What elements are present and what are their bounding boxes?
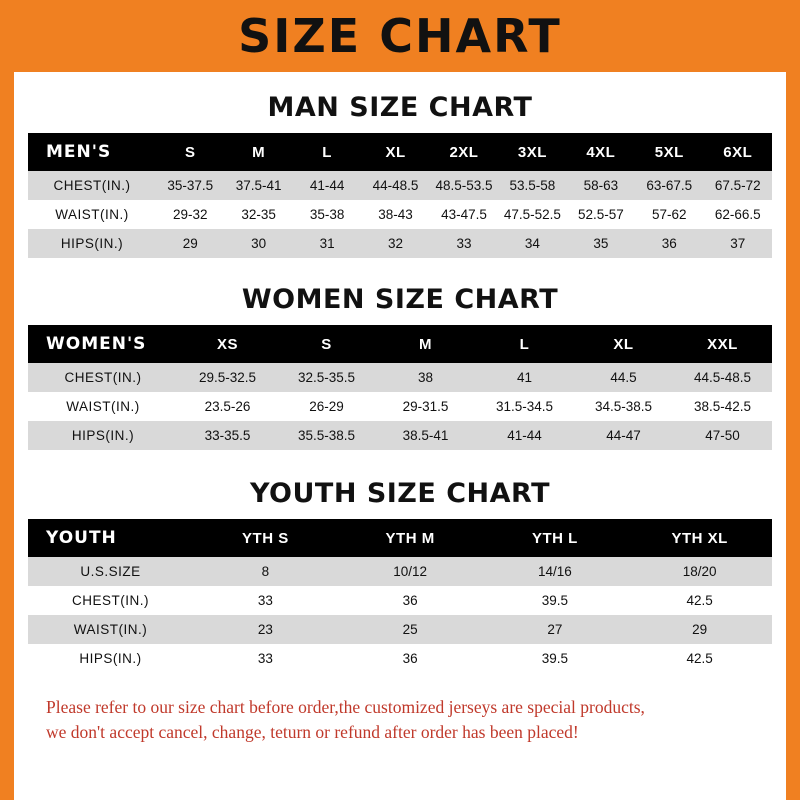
table-row [28, 171, 772, 200]
women-col-4: XL [574, 325, 673, 363]
youth-r2-c2: 27 [483, 615, 628, 644]
men-row-0-label: CHEST(IN.) [28, 171, 156, 200]
women-r1-c2: 29-31.5 [376, 392, 475, 421]
men-col-1: M [224, 133, 292, 171]
footer-note-line-1: Please refer to our size chart before order,the customized jerseys are special products, [46, 697, 645, 717]
youth-r1-c1: 36 [338, 586, 483, 615]
table-header-row [28, 325, 772, 363]
footer-note [46, 695, 754, 746]
section-title-women: WOMEN SIZE CHART [241, 284, 559, 315]
youth-r0-c3: 18/20 [627, 557, 772, 586]
youth-r3-c2: 39.5 [483, 644, 628, 673]
women-r0-c1: 32.5-35.5 [277, 363, 376, 392]
men-col-4: 2XL [430, 133, 498, 171]
women-r2-c3: 41-44 [475, 421, 574, 450]
women-col-0: XS [178, 325, 277, 363]
women-r2-c5: 47-50 [673, 421, 772, 450]
women-r1-c3: 31.5-34.5 [475, 392, 574, 421]
table-row [28, 200, 772, 229]
men-table-body [28, 171, 772, 258]
table-row [28, 615, 772, 644]
women-row-0-label: CHEST(IN.) [28, 363, 178, 392]
men-r1-c0: 29-32 [156, 200, 224, 229]
youth-table-head [28, 519, 772, 557]
men-col-3: XL [361, 133, 429, 171]
men-r1-c2: 35-38 [293, 200, 361, 229]
section-title-man: MAN SIZE CHART [267, 92, 533, 123]
men-r2-c5: 34 [498, 229, 566, 258]
section-title-youth: YOUTH SIZE CHART [249, 478, 551, 509]
youth-r3-c3: 42.5 [627, 644, 772, 673]
youth-col-1: YTH M [338, 519, 483, 557]
women-r1-c0: 23.5-26 [178, 392, 277, 421]
youth-row-3-label: HIPS(IN.) [28, 644, 193, 673]
men-r0-c6: 58-63 [567, 171, 635, 200]
women-row-1-label: WAIST(IN.) [28, 392, 178, 421]
women-col-3: L [475, 325, 574, 363]
youth-r1-c3: 42.5 [627, 586, 772, 615]
youth-r0-c2: 14/16 [483, 557, 628, 586]
youth-header-label: YOUTH [28, 519, 193, 557]
men-col-6: 4XL [567, 133, 635, 171]
men-size-table [28, 133, 772, 258]
page-title: SIZE CHART [238, 9, 562, 63]
men-col-2: L [293, 133, 361, 171]
women-r0-c3: 41 [475, 363, 574, 392]
women-r1-c4: 34.5-38.5 [574, 392, 673, 421]
youth-r3-c0: 33 [193, 644, 338, 673]
men-col-7: 5XL [635, 133, 703, 171]
men-r2-c1: 30 [224, 229, 292, 258]
men-r1-c5: 47.5-52.5 [498, 200, 566, 229]
men-header-label: MEN'S [28, 133, 156, 171]
youth-row-0-label: U.S.SIZE [28, 557, 193, 586]
table-row [28, 229, 772, 258]
women-size-table [28, 325, 772, 450]
men-r2-c0: 29 [156, 229, 224, 258]
youth-r1-c2: 39.5 [483, 586, 628, 615]
table-row [28, 363, 772, 392]
men-col-0: S [156, 133, 224, 171]
women-r0-c4: 44.5 [574, 363, 673, 392]
women-r2-c4: 44-47 [574, 421, 673, 450]
youth-row-1-label: CHEST(IN.) [28, 586, 193, 615]
women-r0-c5: 44.5-48.5 [673, 363, 772, 392]
women-r1-c5: 38.5-42.5 [673, 392, 772, 421]
men-r1-c3: 38-43 [361, 200, 429, 229]
men-r2-c3: 32 [361, 229, 429, 258]
men-r1-c6: 52.5-57 [567, 200, 635, 229]
men-r0-c5: 53.5-58 [498, 171, 566, 200]
table-row [28, 392, 772, 421]
youth-r2-c1: 25 [338, 615, 483, 644]
men-r2-c6: 35 [567, 229, 635, 258]
women-col-2: M [376, 325, 475, 363]
men-r1-c1: 32-35 [224, 200, 292, 229]
men-col-5: 3XL [498, 133, 566, 171]
men-table-head [28, 133, 772, 171]
men-col-8: 6XL [704, 133, 773, 171]
men-r0-c7: 63-67.5 [635, 171, 703, 200]
men-r0-c8: 67.5-72 [704, 171, 773, 200]
youth-col-2: YTH L [483, 519, 628, 557]
women-row-2-label: HIPS(IN.) [28, 421, 178, 450]
women-r0-c2: 38 [376, 363, 475, 392]
table-row [28, 421, 772, 450]
table-header-row [28, 133, 772, 171]
youth-r0-c1: 10/12 [338, 557, 483, 586]
men-r0-c2: 41-44 [293, 171, 361, 200]
men-r0-c3: 44-48.5 [361, 171, 429, 200]
men-row-1-label: WAIST(IN.) [28, 200, 156, 229]
women-col-5: XXL [673, 325, 772, 363]
table-row [28, 586, 772, 615]
men-r0-c1: 37.5-41 [224, 171, 292, 200]
content [14, 92, 786, 746]
youth-r1-c0: 33 [193, 586, 338, 615]
men-r2-c7: 36 [635, 229, 703, 258]
table-row [28, 644, 772, 673]
women-header-label: WOMEN'S [28, 325, 178, 363]
youth-r2-c3: 29 [627, 615, 772, 644]
header-band [0, 0, 800, 72]
youth-col-3: YTH XL [627, 519, 772, 557]
women-r0-c0: 29.5-32.5 [178, 363, 277, 392]
table-header-row [28, 519, 772, 557]
men-r2-c2: 31 [293, 229, 361, 258]
women-r2-c2: 38.5-41 [376, 421, 475, 450]
women-r2-c0: 33-35.5 [178, 421, 277, 450]
men-r0-c4: 48.5-53.5 [430, 171, 498, 200]
men-r1-c7: 57-62 [635, 200, 703, 229]
women-table-head [28, 325, 772, 363]
men-row-2-label: HIPS(IN.) [28, 229, 156, 258]
men-r2-c4: 33 [430, 229, 498, 258]
youth-col-0: YTH S [193, 519, 338, 557]
youth-row-2-label: WAIST(IN.) [28, 615, 193, 644]
youth-table-body [28, 557, 772, 673]
women-col-1: S [277, 325, 376, 363]
women-table-body [28, 363, 772, 450]
youth-size-table [28, 519, 772, 673]
footer-note-line-2: we don't accept cancel, change, teturn or refund after order has been placed! [46, 722, 579, 743]
men-r2-c8: 37 [704, 229, 773, 258]
women-r1-c1: 26-29 [277, 392, 376, 421]
youth-r0-c0: 8 [193, 557, 338, 586]
men-r0-c0: 35-37.5 [156, 171, 224, 200]
men-r1-c8: 62-66.5 [704, 200, 773, 229]
women-r2-c1: 35.5-38.5 [277, 421, 376, 450]
youth-r3-c1: 36 [338, 644, 483, 673]
table-row [28, 557, 772, 586]
men-r1-c4: 43-47.5 [430, 200, 498, 229]
youth-r2-c0: 23 [193, 615, 338, 644]
